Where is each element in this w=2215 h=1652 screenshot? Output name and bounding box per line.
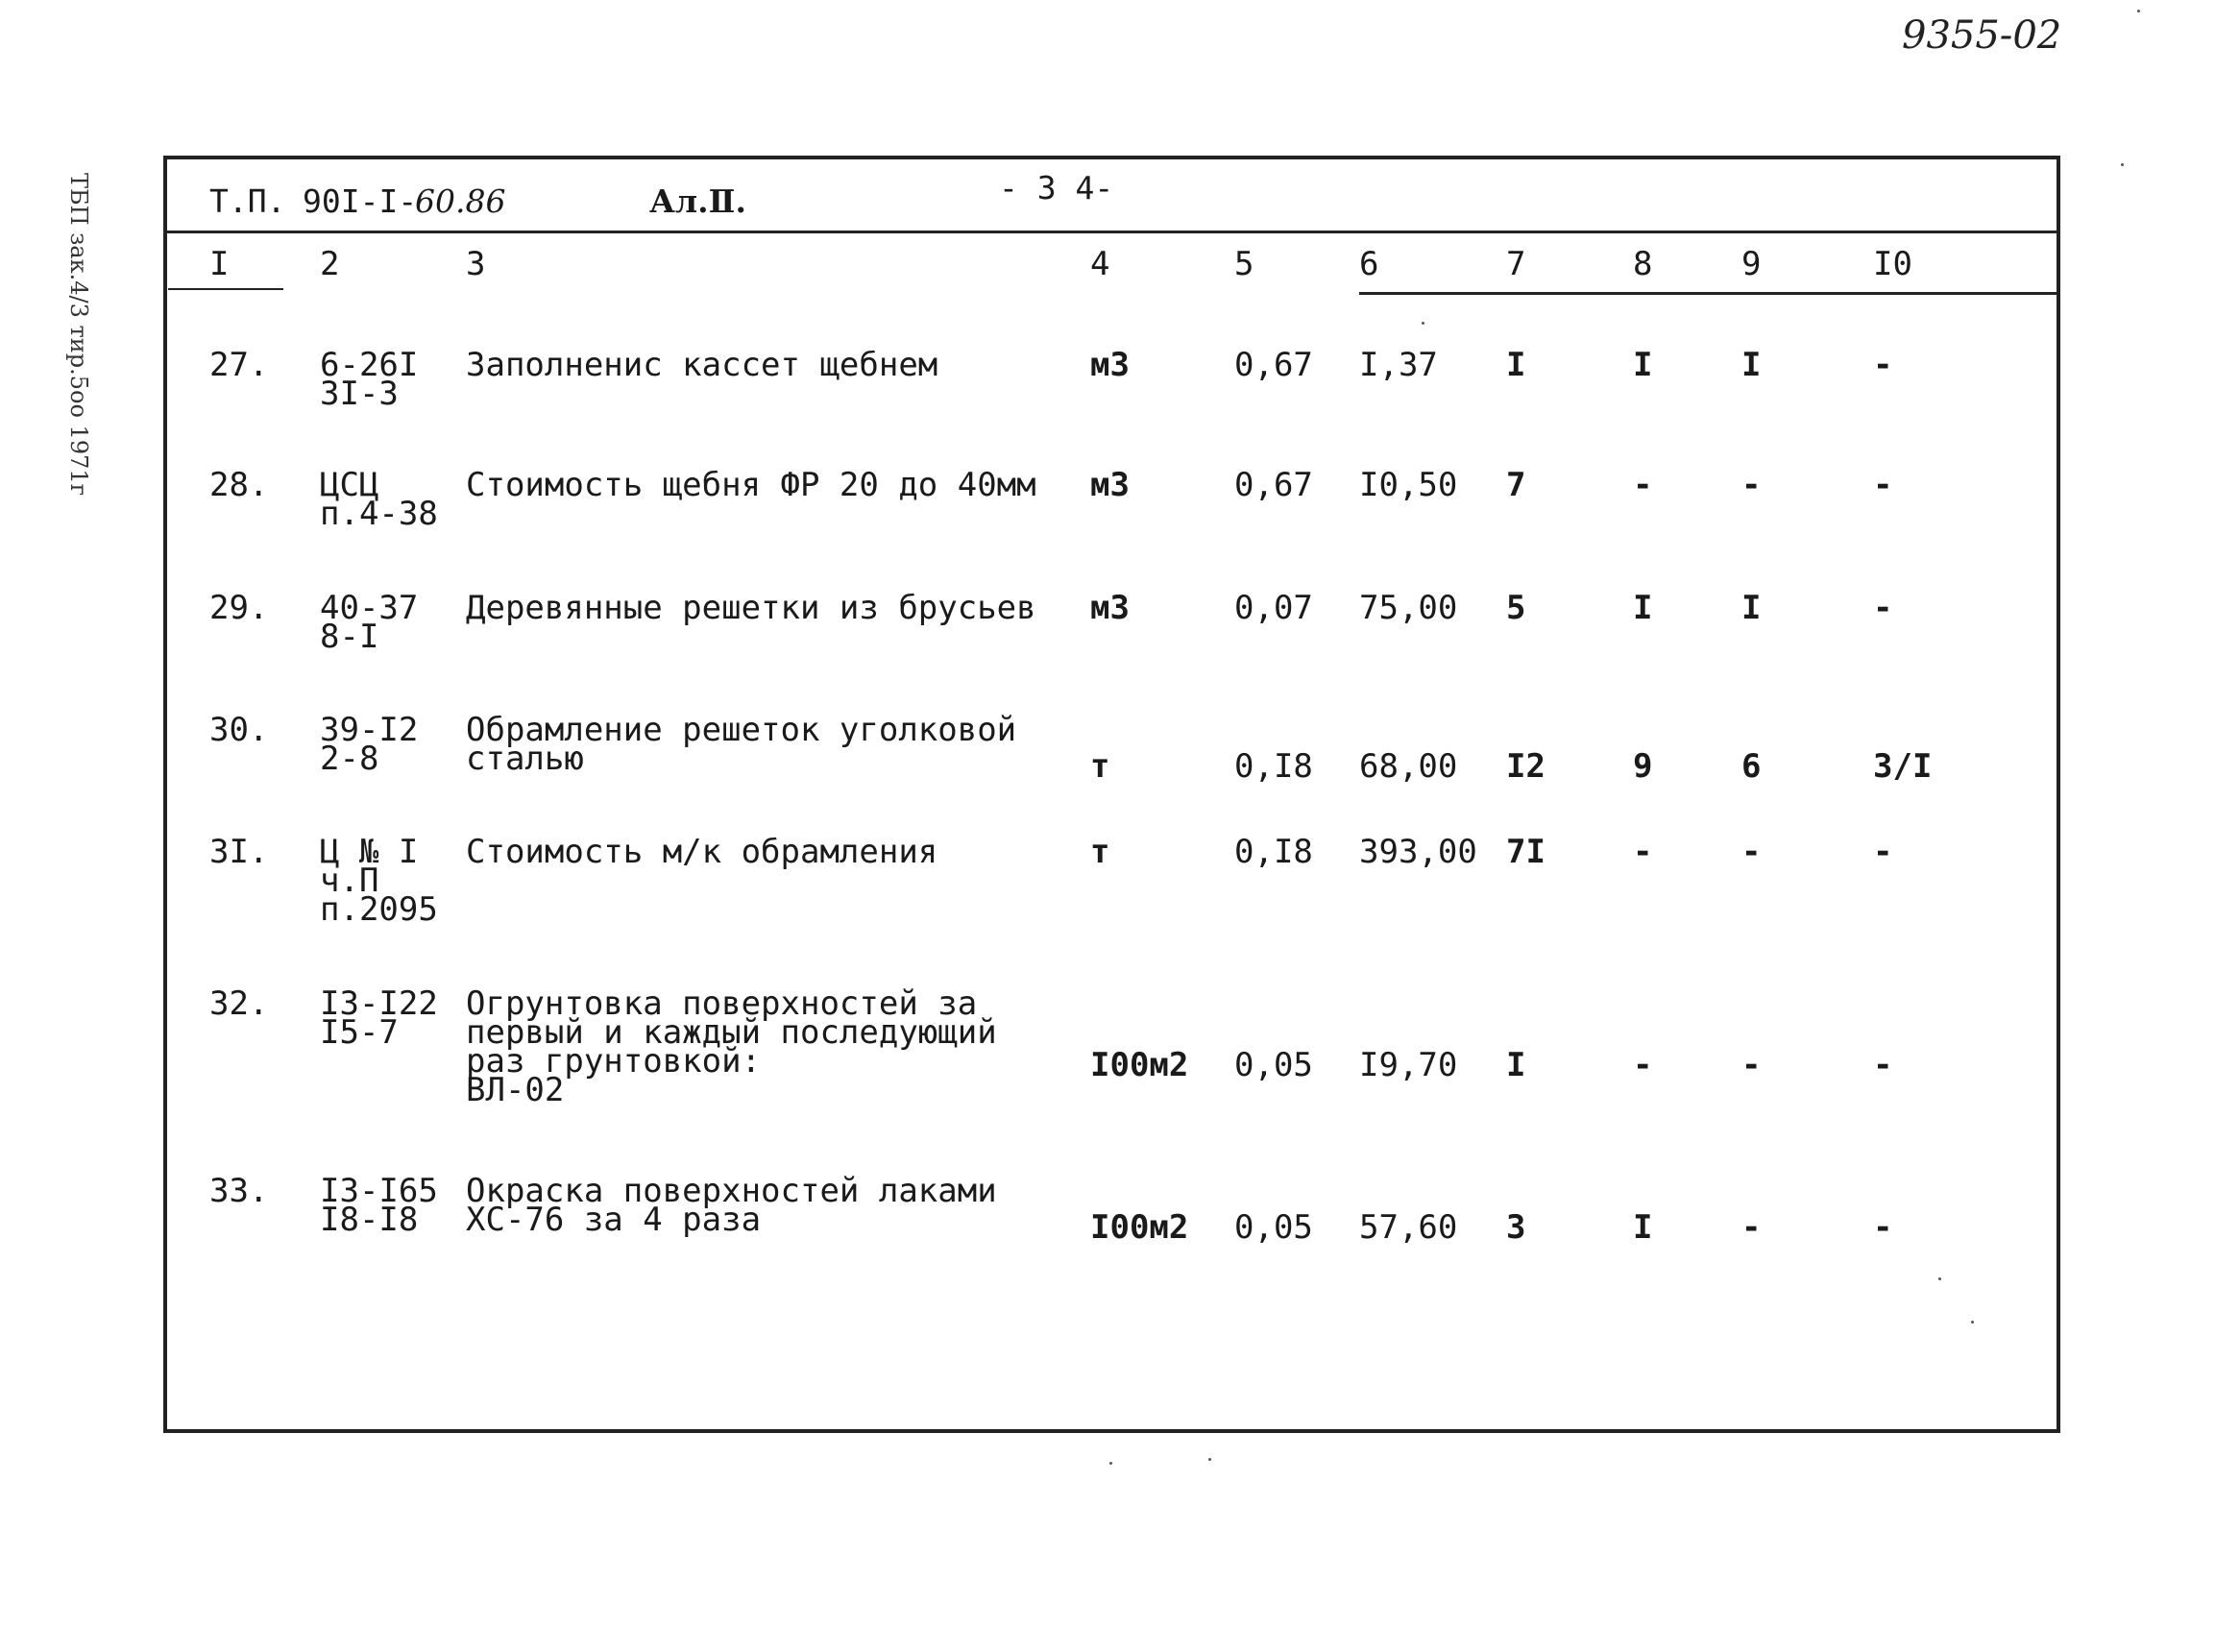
norm-code: 8-I [320,618,379,656]
col-10-value: - [1873,346,1893,384]
col-10-value: - [1873,1208,1893,1247]
column-number-6: 6 [1359,245,1379,283]
series-label: Т.П. [209,182,286,220]
col-7-value: 5 [1506,589,1526,627]
document-number: 9355-02 [1902,13,2062,58]
unit-price: 393,00 [1359,833,1477,871]
column-number-10: I0 [1873,245,1912,283]
unit-price: I0,50 [1359,466,1458,504]
norm-code: I8-I8 [320,1201,419,1239]
work-name: Деревянные решетки из брусьев [466,589,1036,627]
col-9-value: - [1741,1046,1762,1084]
col-7-value: I2 [1506,747,1546,786]
norm-code: 40-37 [320,589,419,627]
work-name: раз грунтовкой: [466,1042,762,1081]
column-number-4: 4 [1090,245,1110,283]
col-8-value: - [1633,466,1653,504]
col-7-value: 7I [1506,833,1546,871]
quantity: 0,05 [1234,1046,1313,1084]
col-8-value: - [1633,833,1653,871]
work-name: Стоимость м/к обрамления [466,833,938,871]
col-7-value: I [1506,346,1526,384]
norm-code: Ц № I [320,833,419,871]
norm-code: п.2095 [320,890,438,929]
scan-speck [1971,1321,1974,1324]
column-number-2: 2 [320,245,340,283]
norm-code: I5-7 [320,1013,399,1052]
col-10-value: - [1873,466,1893,504]
scan-speck [2137,10,2140,12]
col-9-value: - [1741,466,1762,504]
col-10-value: 3/I [1873,747,1933,786]
scan-speck [1208,1458,1211,1461]
unit-price: 75,00 [1359,589,1458,627]
work-name: Стоимость щебня ФР 20 до 40мм [466,466,1036,504]
col-9-value: I [1741,589,1762,627]
quantity: 0,05 [1234,1208,1313,1247]
norm-code: ЦСЦ [320,466,379,504]
unit-price: I9,70 [1359,1046,1458,1084]
col-10-value: - [1873,833,1893,871]
quantity: 0,67 [1234,466,1313,504]
column-number-7: 7 [1506,245,1526,283]
quantity: 0,I8 [1234,833,1313,871]
work-name: ВЛ-02 [466,1071,565,1109]
col-8-value: I [1633,1208,1653,1247]
norm-code: п.4-38 [320,495,438,533]
col-7-value: I [1506,1046,1526,1084]
row-number: 27. [209,346,269,384]
work-name: Окраска поверхностей лаками [466,1172,997,1210]
work-name: сталью [466,740,584,778]
work-name: Огрунтовка поверхностей за [466,984,978,1023]
unit: м3 [1090,346,1130,384]
scan-speck [1938,1277,1941,1280]
col-10-value: - [1873,1046,1893,1084]
norm-code: 2-8 [320,740,379,778]
col-9-value: - [1741,833,1762,871]
work-name: первый и каждый последующий [466,1013,997,1052]
unit: т [1090,833,1110,871]
quantity: 0,67 [1234,346,1313,384]
unit-price: 68,00 [1359,747,1458,786]
row-number: 28. [209,466,269,504]
norm-code: 3I-3 [320,375,399,413]
scan-speck [2121,163,2124,166]
row-number: 30. [209,711,269,749]
work-name: ХС-76 за 4 раза [466,1201,762,1239]
header-divider [163,231,2060,233]
col-9-value: 6 [1741,747,1762,786]
quantity: 0,I8 [1234,747,1313,786]
norm-code: 39-I2 [320,711,419,749]
quantity: 0,07 [1234,589,1313,627]
work-name: Заполненис кассет щебнем [466,346,938,384]
col-8-value: I [1633,589,1653,627]
unit: I00м2 [1090,1046,1189,1084]
row-number: 3I. [209,833,269,871]
unit-price: 57,60 [1359,1208,1458,1247]
row-number: 29. [209,589,269,627]
unit-price: I,37 [1359,346,1438,384]
album-label: Ал.Ⅱ. [649,182,746,220]
page-number: - 3 4- [999,169,1114,206]
col-8-value: 9 [1633,747,1653,786]
col-7-value: 7 [1506,466,1526,504]
col-8-value: I [1633,346,1653,384]
unit: т [1090,747,1110,786]
scan-speck [1422,322,1424,325]
column-number-5: 5 [1234,245,1254,283]
unit: м3 [1090,589,1130,627]
column-number-9: 9 [1741,245,1762,283]
norm-code: I3-I22 [320,984,438,1023]
unit: м3 [1090,466,1130,504]
col-7-value: 3 [1506,1208,1526,1247]
colnum-underline-2 [1359,292,2060,295]
col-8-value: - [1633,1046,1653,1084]
col-9-value: I [1741,346,1762,384]
project-number: 90I-I- [303,182,418,220]
norm-code: ч.П [320,862,379,900]
unit: I00м2 [1090,1208,1189,1247]
norm-code: I3-I65 [320,1172,438,1210]
column-number-8: 8 [1633,245,1653,283]
col-9-value: - [1741,1208,1762,1247]
column-number-1: I [209,245,230,283]
norm-code: 6-26I [320,346,419,384]
row-number: 32. [209,984,269,1023]
side-stamp-note: ТБП зак.4/3 тир.5оо 1971г [65,173,92,497]
scan-speck [1109,1462,1112,1465]
work-name: Обрамление решеток уголковой [466,711,1017,749]
col-10-value: - [1873,589,1893,627]
column-number-3: 3 [466,245,486,283]
row-number: 33. [209,1172,269,1210]
colnum-underline-1 [168,288,283,290]
project-number-handwritten: 60.86 [415,182,506,220]
